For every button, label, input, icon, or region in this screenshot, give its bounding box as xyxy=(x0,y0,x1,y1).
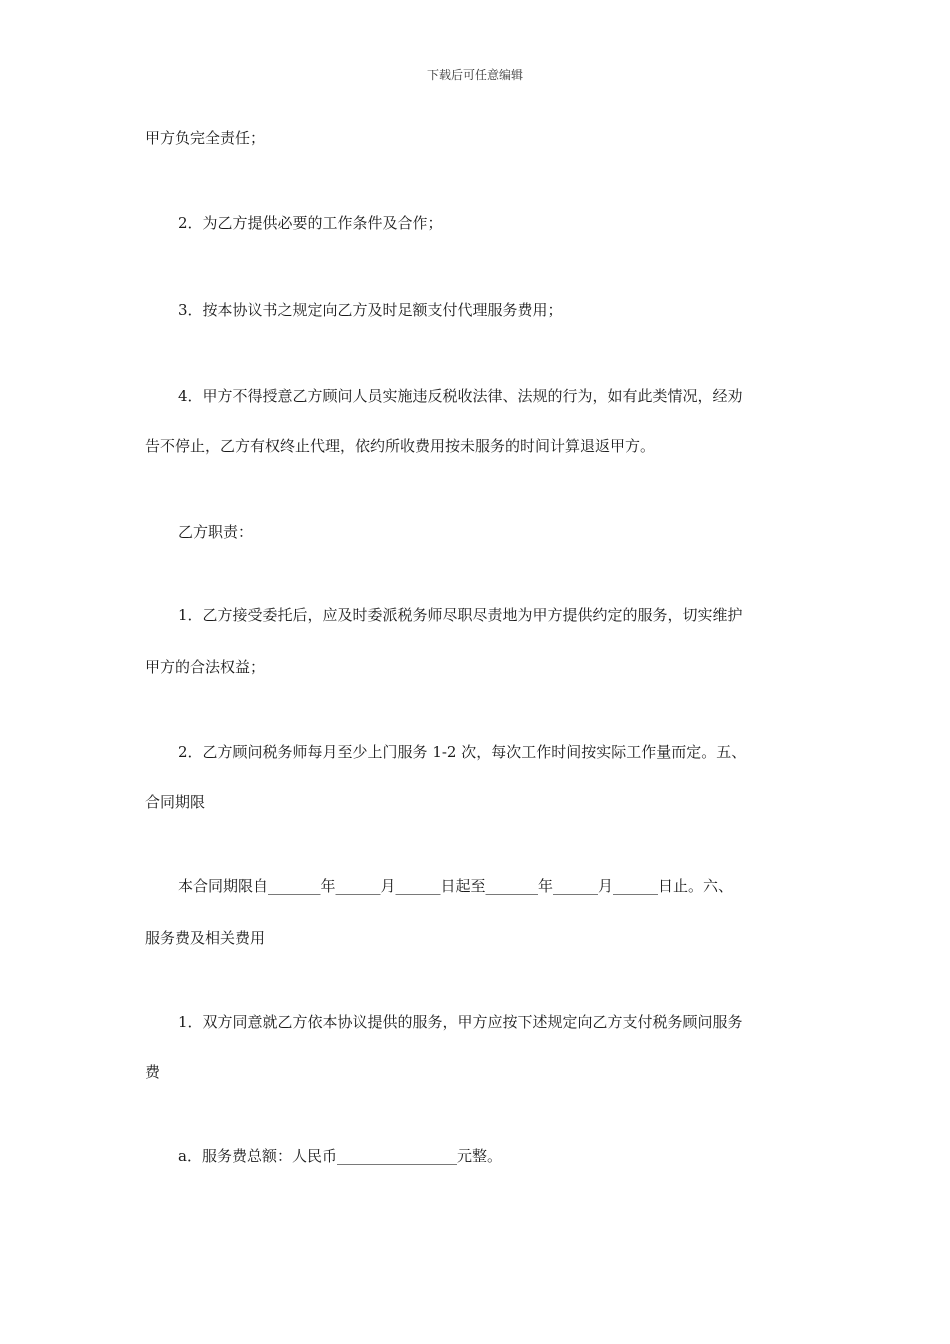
paragraph-line: 合同期限 xyxy=(145,793,206,811)
page-header: 下载后可任意编辑 xyxy=(426,68,523,82)
paragraph-line: 服务费及相关费用 xyxy=(145,929,266,947)
paragraph-line: 3．按本协议书之规定向乙方及时足额支付代理服务费用； xyxy=(178,301,563,319)
paragraph-line: 1．乙方接受委托后，应及时委派税务师尽职尽责地为甲方提供约定的服务，切实维护 xyxy=(178,606,743,624)
paragraph-line: 甲方负完全责任； xyxy=(145,129,266,147)
paragraph-line: 甲方的合法权益； xyxy=(145,658,266,676)
paragraph-line: 费 xyxy=(145,1063,161,1081)
paragraph-line: 2．为乙方提供必要的工作条件及合作； xyxy=(178,214,443,232)
section-heading: 乙方职责： xyxy=(178,523,254,541)
paragraph-line: 1．双方同意就乙方依本协议提供的服务，甲方应按下述规定向乙方支付税务顾问服务 xyxy=(178,1013,743,1031)
paragraph-line: 4．甲方不得授意乙方顾问人员实施违反税收法律、法规的行为，如有此类情况，经劝 xyxy=(178,387,743,405)
paragraph-line: a．服务费总额：人民币________________元整。 xyxy=(178,1147,502,1165)
paragraph-line: 本合同期限自_______年______月______日起至_______年______月______日止。六、 xyxy=(178,877,734,895)
paragraph-line: 告不停止，乙方有权终止代理，依约所收费用按未服务的时间计算退返甲方。 xyxy=(145,437,656,455)
paragraph-line: 2．乙方顾问税务师每月至少上门服务 1-2 次，每次工作时间按实际工作量而定。五、 xyxy=(178,743,747,761)
